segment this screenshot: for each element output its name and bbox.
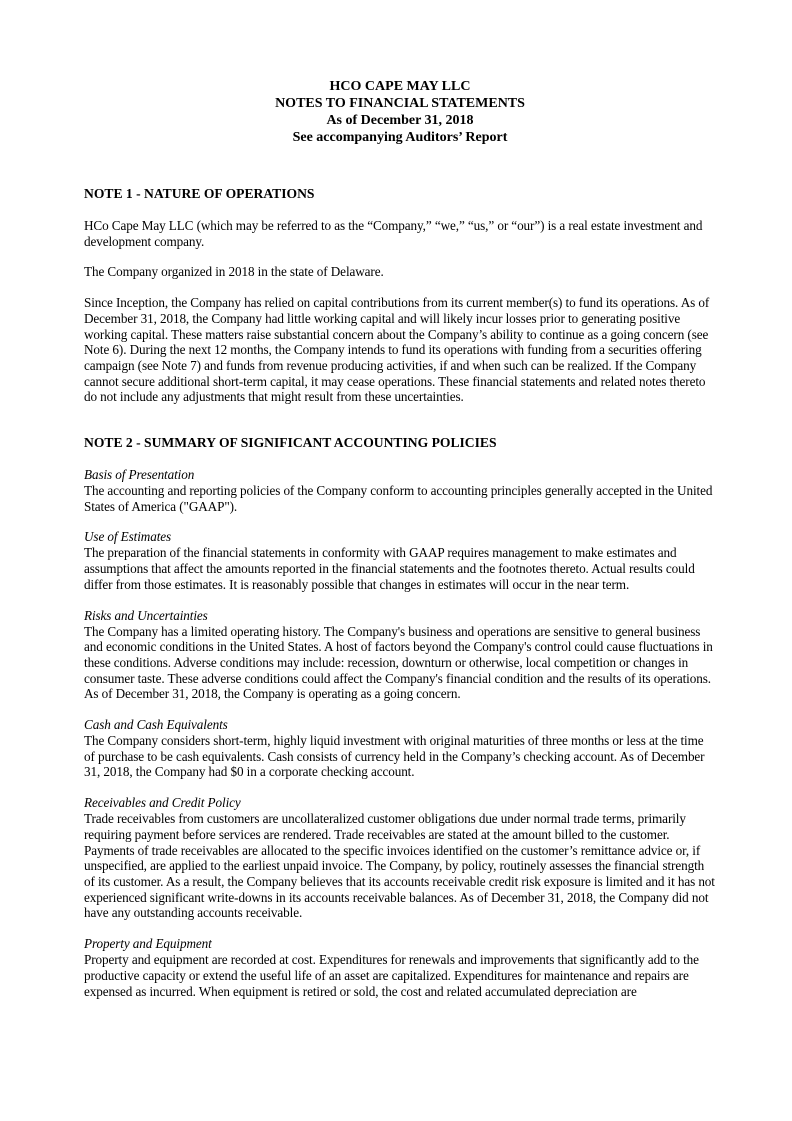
subsection-body: The Company considers short-term, highly liquid investment with original maturities of three months or less at the time of purchase to be cash equivalents. Cash consists of currency held in the Company’s checking account. As of December 31, 2018, the Company had $0 in a corporate checking account.	[84, 733, 705, 780]
subsection-heading: Risks and Uncertainties	[84, 607, 208, 623]
subsection-property-and-equipment	[84, 936, 716, 999]
subsection-body: The Company has a limited operating history. The Company's business and operations are sensitive to general business and economic conditions in the United States. A host of factors beyond the Company's control could cause fluctuations in these conditions. Adverse conditions may include: recession, downturn or otherwise, local competition or changes in consumer taste. These adverse conditions could affect the Company's financial condition and the results of its operations. As of December 31, 2018, the Company is operating as a going concern.	[84, 623, 713, 702]
subsection-body: Property and equipment are recorded at cost. Expenditures for renewals and improvements that significantly add to the productive capacity or extend the useful life of an asset are capitalized. Expenditures for maintenance and repairs are expensed as incurred. When equipment is retired or sold, the cost and related accumulated depreciation are	[84, 952, 699, 999]
note-1-section	[84, 186, 716, 405]
document-header	[84, 78, 716, 146]
subsection-risks-and-uncertainties	[84, 608, 716, 703]
document-content	[84, 78, 716, 1014]
note-2-section	[84, 435, 716, 999]
note-2-heading: NOTE 2 - SUMMARY OF SIGNIFICANT ACCOUNTING POLICIES	[84, 435, 497, 451]
subsection-receivables-and-credit-policy	[84, 795, 716, 921]
subsection-heading: Cash and Cash Equivalents	[84, 717, 228, 733]
as-of-date: As of December 31, 2018	[326, 113, 474, 128]
subsection-basis-of-presentation	[84, 467, 716, 514]
subsection-body: Trade receivables from customers are uncollateralized customer obligations due under normal trade terms, primarily requiring payment before services are rendered. Trade receivables are stated at the amount billed to the customer. Payments of trade receivables are allocated to the specific invoices identified on the customer’s remittance advice or, if unspecified, are applied to the earliest unpaid invoice. The Company, by policy, routinely assesses the financial strength of its customer. As a result, the Company believes that its accounts receivable credit risk exposure is limited and it has not experienced significant write-downs in its accounts receivable balances. As of December 31, 2018, the Company did not have any outstanding accounts receivable.	[84, 811, 715, 921]
document-title: NOTES TO FINANCIAL STATEMENTS	[275, 96, 525, 111]
subsection-heading: Basis of Presentation	[84, 467, 195, 483]
note-1-paragraph-2: The Company organized in 2018 in the state of Delaware.	[84, 264, 384, 280]
subsection-heading: Property and Equipment	[84, 936, 212, 952]
subsection-use-of-estimates	[84, 529, 716, 592]
subsection-heading: Receivables and Credit Policy	[84, 795, 241, 811]
subsection-cash-and-cash-equivalents	[84, 717, 716, 780]
subsection-body: The accounting and reporting policies of the Company conform to accounting principles generally accepted in the United States of America ("GAAP").	[84, 483, 713, 514]
note-1-paragraph-1: HCo Cape May LLC (which may be referred to as the “Company,” “we,” “us,” or “our”) is a real estate investment and development company.	[84, 218, 703, 249]
company-name: HCO CAPE MAY LLC	[329, 79, 471, 94]
subsection-heading: Use of Estimates	[84, 529, 172, 545]
auditors-report-note: See accompanying Auditors’ Report	[292, 130, 508, 145]
note-1-heading: NOTE 1 - NATURE OF OPERATIONS	[84, 186, 315, 201]
note-1-paragraph-3: Since Inception, the Company has relied on capital contributions from its current member(s) to fund its operations. As of December 31, 2018, the Company had little working capital and will likely incur losses prior to generating positive working capital. These matters raise substantial concern about the Company’s ability to continue as a going concern (see Note 6). During the next 12 months, the Company intends to fund its operations with funding from a securities offering campaign (see Note 7) and funds from revenue producing activities, if and when such can be realized. If the Company cannot secure additional short-term capital, it may cease operations. These financial statements and related notes thereto do not include any adjustments that might result from these uncertainties.	[84, 295, 710, 405]
subsection-body: The preparation of the financial statements in conformity with GAAP requires management to make estimates and assumptions that affect the amounts reported in the financial statements and the footnotes thereto. Actual results could differ from those estimates. It is reasonably possible that changes in estimates will occur in the near term.	[84, 545, 695, 592]
